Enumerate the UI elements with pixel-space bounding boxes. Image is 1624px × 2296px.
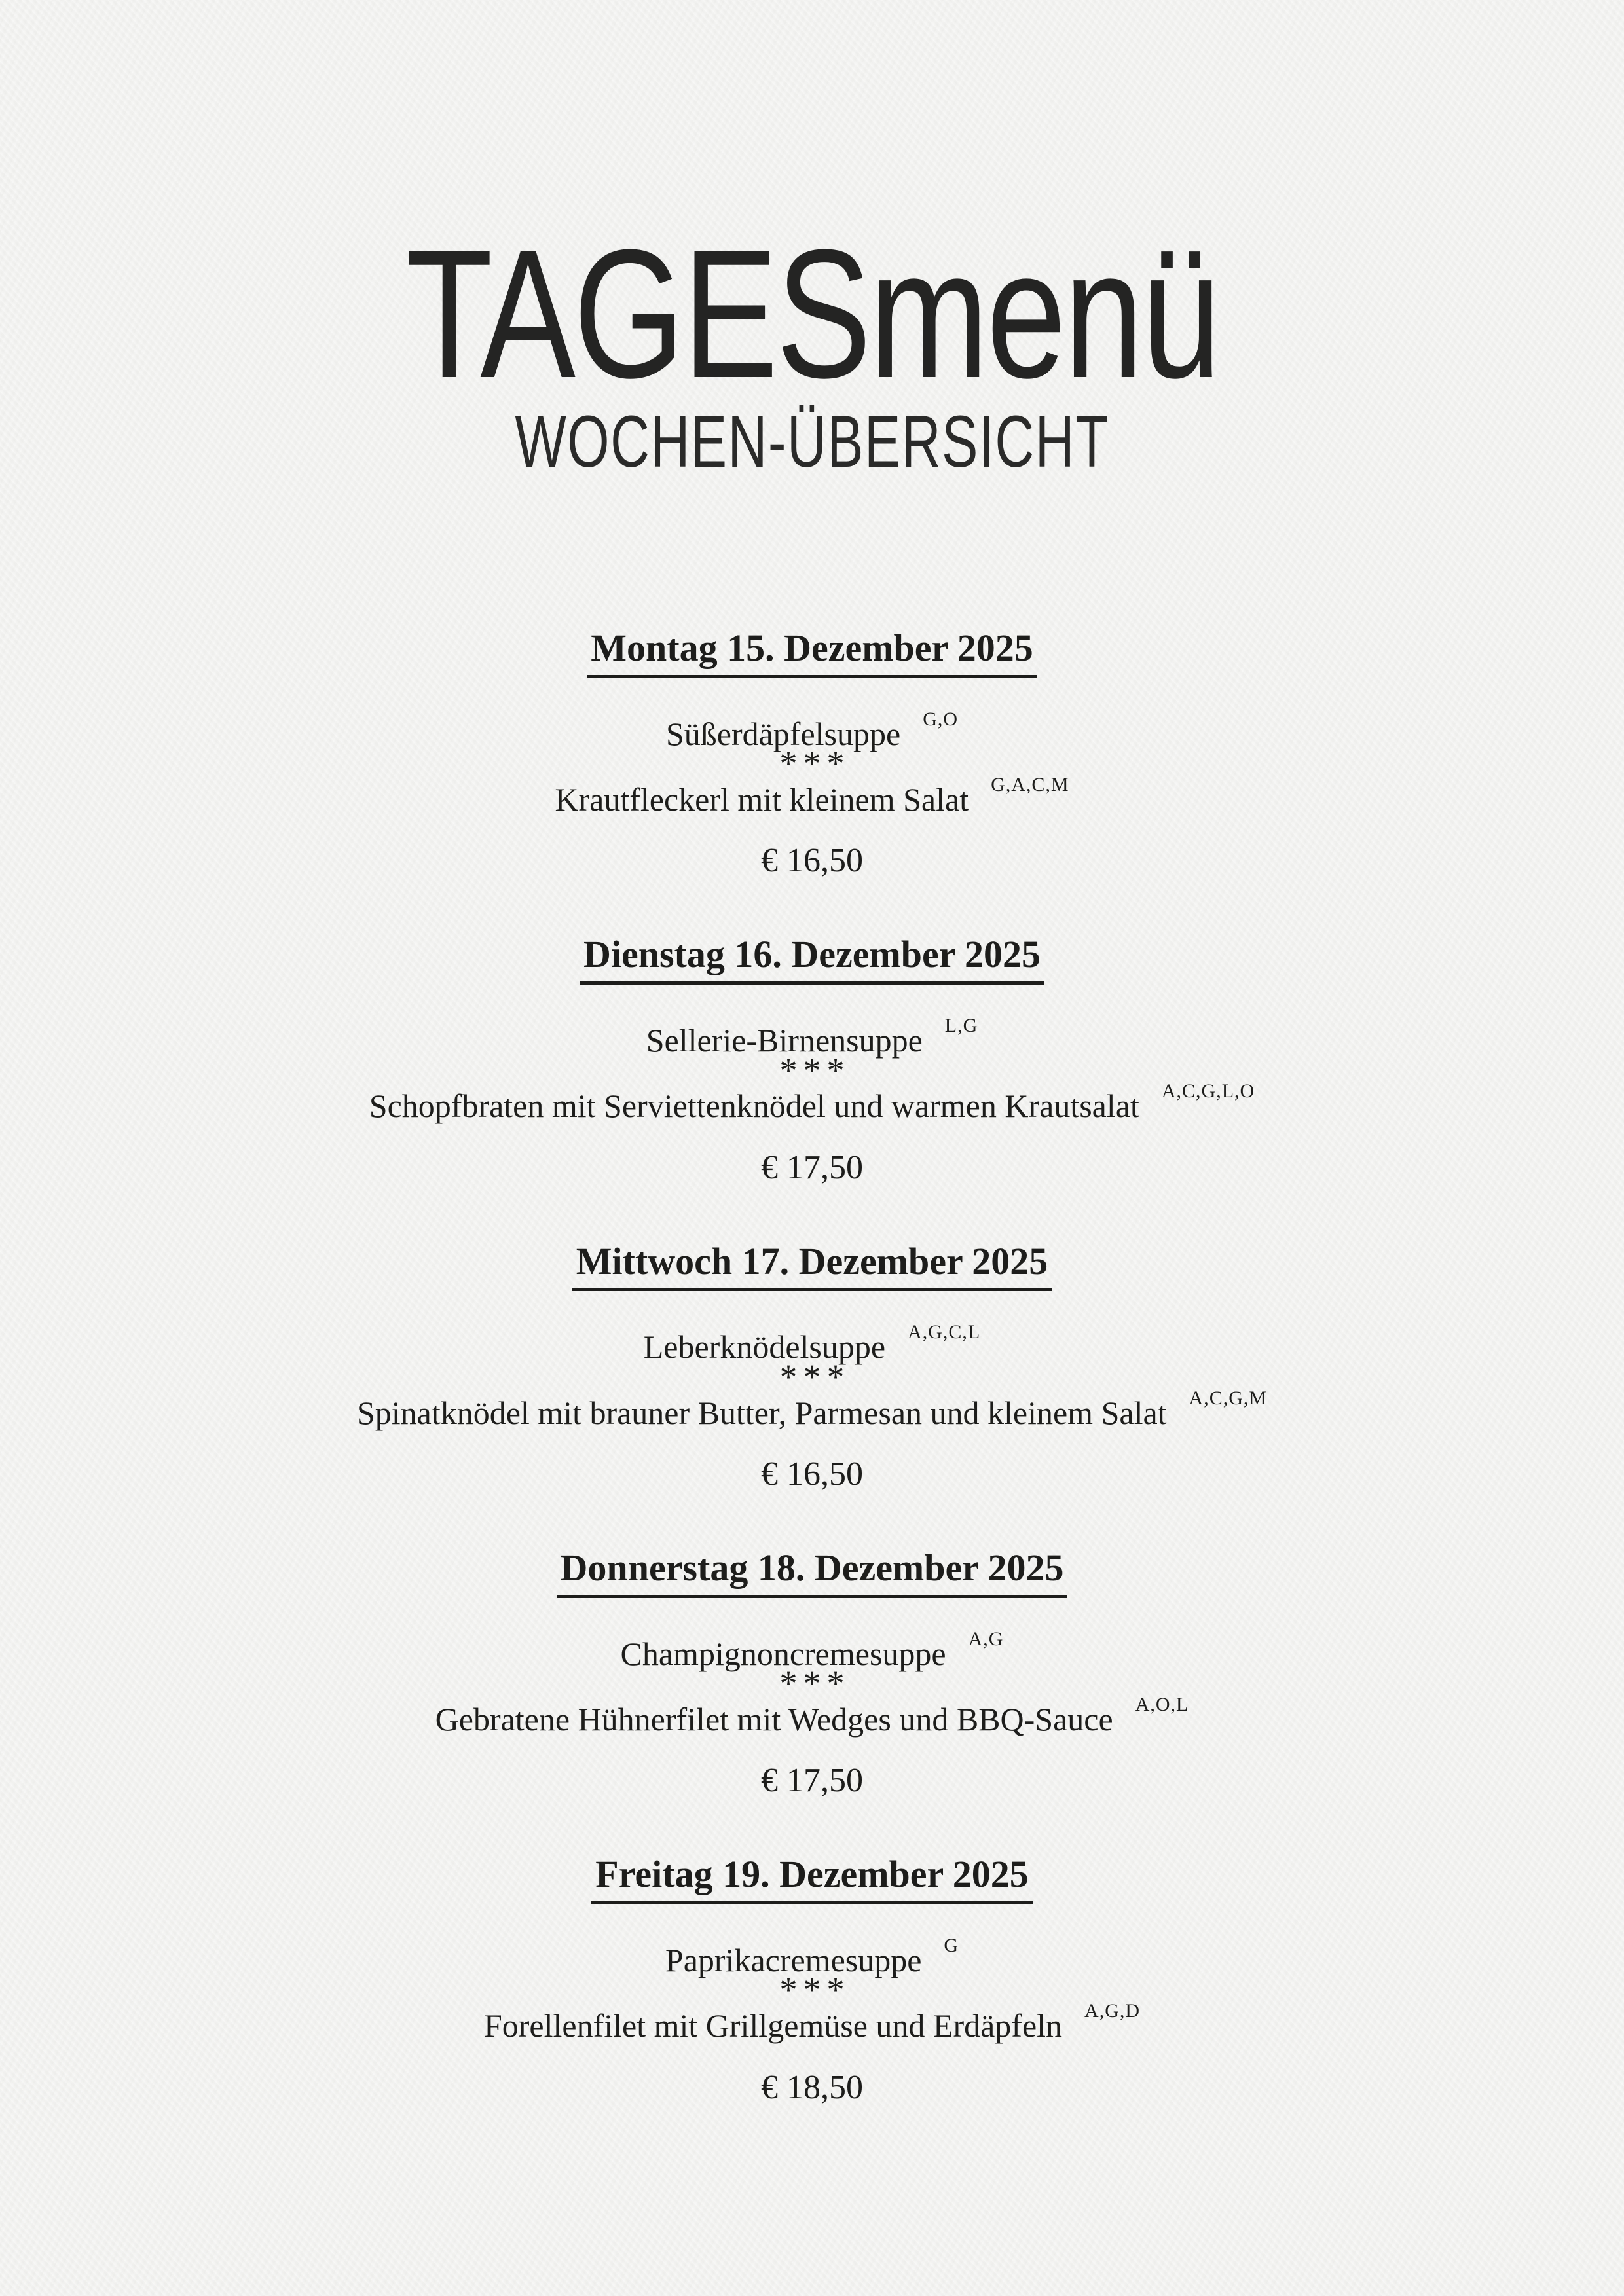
day-date-heading: [0, 932, 1624, 985]
day-section: [0, 1239, 1624, 1495]
day-price: € 16,50: [761, 1455, 863, 1493]
page-title-text: TAGESmenü: [405, 212, 1219, 416]
day-date-heading: [0, 1851, 1624, 1904]
day-date-heading: [0, 625, 1624, 678]
soup-allergen-codes: A,G,C,L: [908, 1321, 981, 1343]
day-date-heading: [0, 1545, 1624, 1598]
day-section: [0, 625, 1624, 882]
soup-allergen-codes: A,G: [968, 1628, 1004, 1650]
main-dish-name: Schopfbraten mit Serviettenknödel und warmen Krautsalat: [369, 1087, 1139, 1125]
soup-name: Sellerie-Birnensuppe: [646, 1022, 923, 1059]
day-date-text: Dienstag 16. Dezember 2025: [580, 932, 1044, 985]
main-dish-name: Spinatknödel mit brauner Butter, Parmesan und kleinem Salat: [356, 1394, 1167, 1431]
course-separator: ***: [779, 1357, 851, 1396]
page-title: [0, 212, 1624, 416]
main-dish-name: Krautfleckerl mit kleinem Salat: [555, 780, 969, 818]
day-price: € 17,50: [761, 1762, 863, 1800]
soup-allergen-codes: G: [944, 1934, 959, 1956]
course-separator: ***: [779, 1664, 851, 1704]
main-dish-allergen-codes: G,A,C,M: [991, 773, 1069, 795]
soup-name: Süßerdäpfelsuppe: [665, 715, 901, 752]
day-section: [0, 1851, 1624, 2108]
page-subtitle: [0, 400, 1624, 483]
main-dish-line: [0, 1387, 1624, 1434]
main-dish-name: Forellenfilet mit Grillgemüse und Erdäpfeln: [483, 2007, 1063, 2045]
page-subtitle-text: WOCHEN-ÜBERSICHT: [515, 400, 1109, 483]
soup-allergen-codes: L,G: [944, 1015, 978, 1037]
course-separator: ***: [779, 1050, 851, 1090]
course-separator: ***: [779, 1970, 851, 2010]
main-dish-name: Gebratene Hühnerfilet mit Wedges und BBQ-Sauce: [435, 1700, 1113, 1738]
day-price: € 16,50: [761, 842, 863, 880]
day-date-text: Mittwoch 17. Dezember 2025: [572, 1239, 1052, 1292]
main-dish-allergen-codes: A,O,L: [1135, 1693, 1189, 1715]
day-date-text: Montag 15. Dezember 2025: [587, 625, 1037, 678]
main-dish-line: [0, 2000, 1624, 2047]
menu-days: [0, 625, 1624, 2108]
day-price: € 18,50: [761, 2068, 863, 2106]
main-dish-line: [0, 1693, 1624, 1740]
day-date-text: Freitag 19. Dezember 2025: [591, 1851, 1032, 1904]
day-date-text: Donnerstag 18. Dezember 2025: [557, 1545, 1068, 1598]
main-dish-line: [0, 773, 1624, 820]
soup-name: Leberknödelsuppe: [643, 1328, 886, 1366]
main-dish-line: [0, 1080, 1624, 1127]
soup-name: Champignoncremesuppe: [620, 1635, 946, 1672]
soup-allergen-codes: G,O: [923, 708, 959, 730]
day-section: [0, 932, 1624, 1188]
main-dish-allergen-codes: A,C,G,M: [1189, 1387, 1268, 1409]
day-section: [0, 1545, 1624, 1802]
day-price: € 17,50: [761, 1148, 863, 1186]
course-separator: ***: [779, 744, 851, 784]
day-date-heading: [0, 1239, 1624, 1292]
main-dish-allergen-codes: A,G,D: [1084, 2000, 1141, 2022]
soup-name: Paprikacremesuppe: [665, 1941, 922, 1978]
main-dish-allergen-codes: A,C,G,L,O: [1161, 1080, 1255, 1102]
